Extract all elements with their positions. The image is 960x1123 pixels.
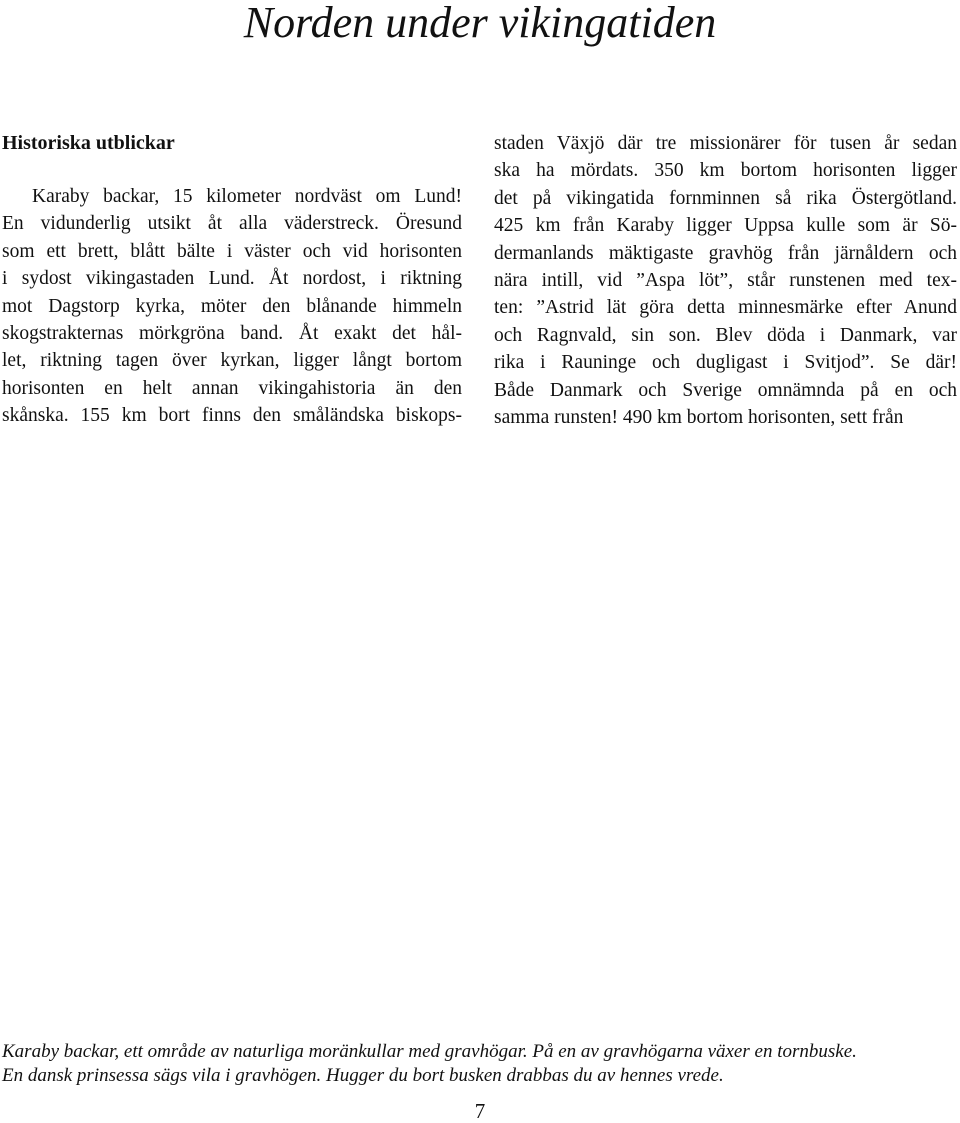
- page-number: 7: [474, 1099, 486, 1123]
- left-column-line: let, riktning tagen över kyrkan, ligger långt bortom: [2, 350, 462, 372]
- right-column-line: och Ragnvald, sin son. Blev döda i Danmark, var: [494, 324, 957, 346]
- left-column-line: horisonten en helt annan vikingahistoria än den: [2, 377, 462, 399]
- right-column: [494, 130, 957, 431]
- right-column-line: det på vikingatida fornminnen så rika Östergötland.: [494, 187, 957, 209]
- right-column-line: 425 km från Karaby ligger Uppsa kulle som är Sö-: [494, 215, 957, 237]
- right-column-line: dermanlands mäktigaste gravhög från järnåldern och: [494, 242, 957, 264]
- right-column-line: ten: ”Astrid lät göra detta minnesmärke efter Anund: [494, 297, 957, 319]
- caption-line: Karaby backar, ett område av naturliga moränkullar med gravhögar. På en av gravhögarna växer en tornbuske.: [2, 1041, 857, 1062]
- left-column-line: som ett brett, blått bälte i väster och vid horisonten: [2, 240, 462, 262]
- left-column-line: mot Dagstorp kyrka, möter den blånande himmeln: [2, 295, 462, 317]
- right-column-line: Både Danmark och Sverige omnämnda på en och: [494, 379, 957, 401]
- left-column-line: Karaby backar, 15 kilometer nordväst om Lund!: [32, 186, 462, 207]
- photo-caption: [2, 1040, 958, 1088]
- left-column-line: skogstrakternas mörkgröna band. Åt exakt det hål-: [2, 323, 462, 345]
- right-column-line: staden Växjö där tre missionärer för tusen år sedan: [494, 133, 957, 154]
- left-column: [2, 183, 462, 430]
- right-column-line: samma runsten! 490 km bortom horisonten, sett från: [494, 407, 904, 429]
- right-column-line: nära intill, vid ”Aspa löt”, står runstenen med tex-: [494, 270, 957, 292]
- right-column-line: ska ha mördats. 350 km bortom horisonten ligger: [494, 160, 957, 182]
- left-column-line: skånska. 155 km bort finns den småländska biskops-: [2, 405, 462, 427]
- right-column-line: rika i Rauninge och dugligast i Svitjod”. Se där!: [494, 352, 957, 374]
- caption-line: En dansk prinsessa sägs vila i gravhögen. Hugger du bort busken drabbas du av hennes vrede.: [2, 1065, 724, 1086]
- page-title: Norden under vikingatiden: [243, 0, 717, 47]
- left-column-line: En vidunderlig utsikt åt alla väderstreck. Öresund: [2, 213, 462, 235]
- left-column-line: i sydost vikingastaden Lund. Åt nordost, i riktning: [2, 268, 462, 290]
- section-heading: Historiska utblickar: [2, 132, 175, 154]
